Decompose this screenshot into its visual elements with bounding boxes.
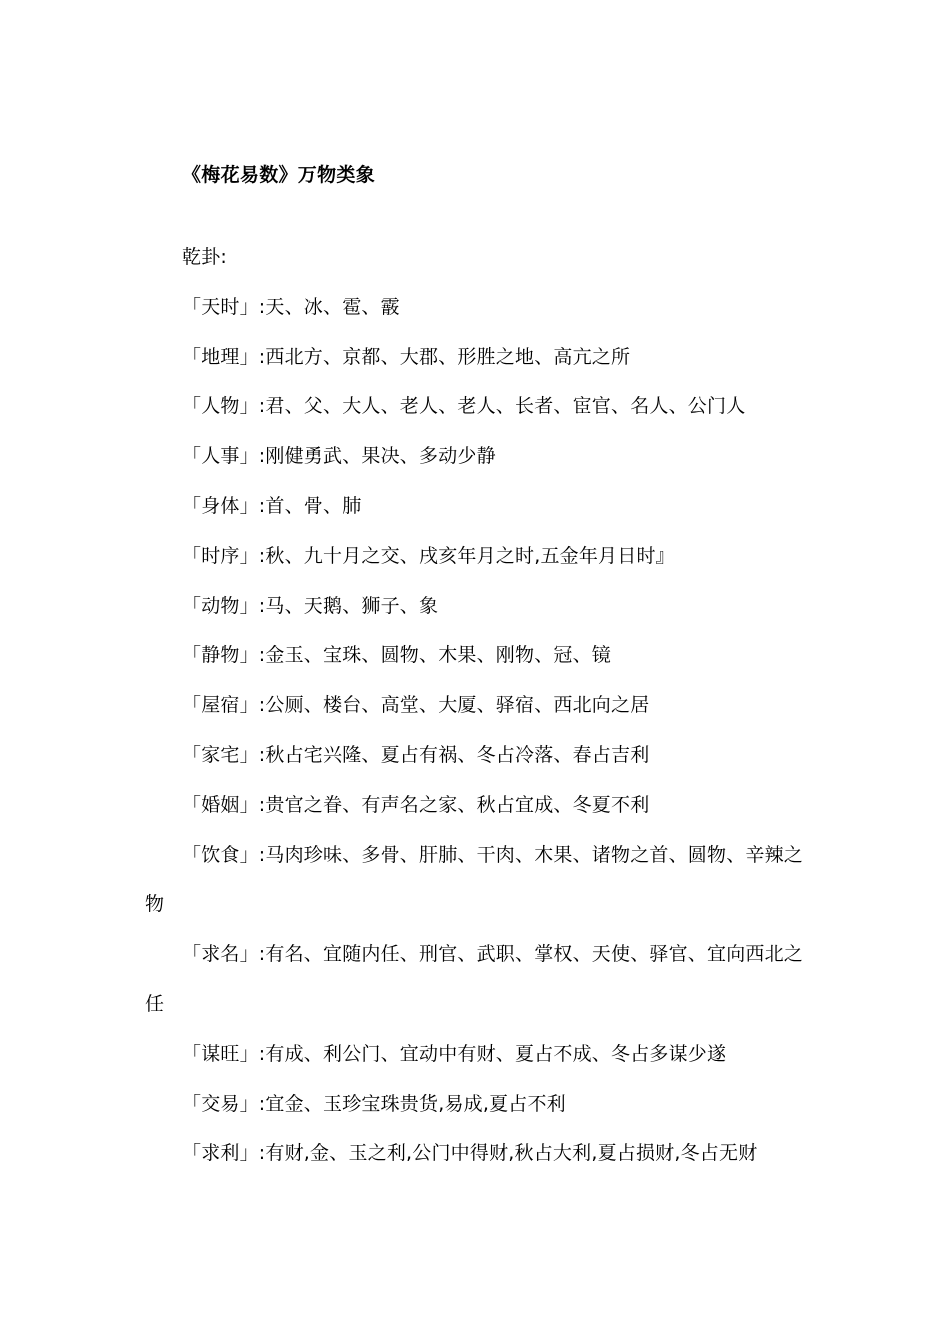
entry-paragraph	[145, 1030, 810, 1080]
entry-text: 有名、宜随内任、刑官、武职、掌权、天使、驿官、宜向西北之任	[145, 943, 804, 1015]
entry-text: 马肉珍味、多骨、肝肺、干肉、木果、诸物之首、圆物、辛辣之物	[145, 843, 804, 916]
entry-label: 「家宅」:	[182, 743, 266, 766]
entry-label: 「谋旺」:	[182, 1042, 266, 1065]
entry-paragraph	[145, 930, 810, 1030]
entry-label: 「地理」:	[182, 345, 266, 368]
entry-paragraph	[145, 283, 810, 333]
entry-paragraph	[145, 731, 810, 781]
entry-label: 「求名」:	[182, 943, 266, 966]
entry-text: 公厕、楼台、高堂、大厦、驿宿、西北向之居	[265, 694, 650, 717]
entry-text: 西北方、京都、大郡、形胜之地、高亢之所	[265, 345, 631, 368]
document-title: 《梅花易数》万物类象	[182, 164, 376, 186]
entry-label: 「饮食」:	[182, 843, 266, 866]
entry-text: 秋占宅兴隆、夏占有祸、冬占冷落、春占吉利	[265, 743, 650, 766]
entry-label: 「求利」:	[182, 1142, 266, 1165]
entry-paragraph	[145, 382, 810, 432]
entry-text: 贵官之眷、有声名之家、秋占宜成、冬夏不利	[265, 793, 650, 816]
entry-label: 「身体」:	[182, 494, 266, 517]
entry-paragraph	[145, 582, 810, 632]
entry-paragraph	[145, 532, 810, 582]
entry-paragraph	[145, 482, 810, 532]
entry-text: 有成、利公门、宜动中有财、夏占不成、冬占多谋少遂	[265, 1042, 727, 1065]
entry-text: 天、冰、雹、霰	[265, 295, 400, 318]
entry-label: 「婚姻」:	[182, 793, 266, 816]
entry-paragraph	[145, 831, 810, 931]
entry-paragraph	[145, 333, 810, 383]
entry-label: 「交易」:	[182, 1092, 266, 1115]
entry-paragraph	[145, 1129, 810, 1179]
entry-text: 金玉、宝珠、圆物、木果、刚物、冠、镜	[265, 644, 612, 667]
entry-label: 「屋宿」:	[182, 694, 266, 717]
entry-paragraph	[145, 432, 810, 482]
entry-label: 「时序」:	[182, 544, 266, 567]
entry-label: 「人事」:	[182, 445, 266, 468]
entry-text: 刚健勇武、果决、多动少静	[265, 445, 496, 468]
entry-text: 君、父、大人、老人、老人、长者、宦官、名人、公门人	[265, 395, 746, 418]
entry-text: 秋、九十月之交、戌亥年月之时,五金年月日时』	[265, 544, 675, 567]
entry-paragraph	[145, 1080, 810, 1130]
entry-text: 有财,金、玉之利,公门中得财,秋占大利,夏占损财,冬占无财	[265, 1142, 758, 1165]
entry-paragraph	[145, 631, 810, 681]
entry-label: 「静物」:	[182, 644, 266, 667]
section-heading: 乾卦:	[182, 246, 228, 268]
entry-paragraph	[145, 781, 810, 831]
entry-text: 首、骨、肺	[265, 494, 362, 517]
entry-text: 宜金、玉珍宝珠贵货,易成,夏占不利	[265, 1092, 566, 1115]
entry-paragraph	[145, 681, 810, 731]
entry-text: 马、天鹅、狮子、象	[265, 594, 439, 617]
entry-label: 「天时」:	[182, 295, 266, 318]
entry-label: 「动物」:	[182, 594, 266, 617]
entry-label: 「人物」:	[182, 395, 266, 418]
document-body	[145, 233, 810, 1179]
